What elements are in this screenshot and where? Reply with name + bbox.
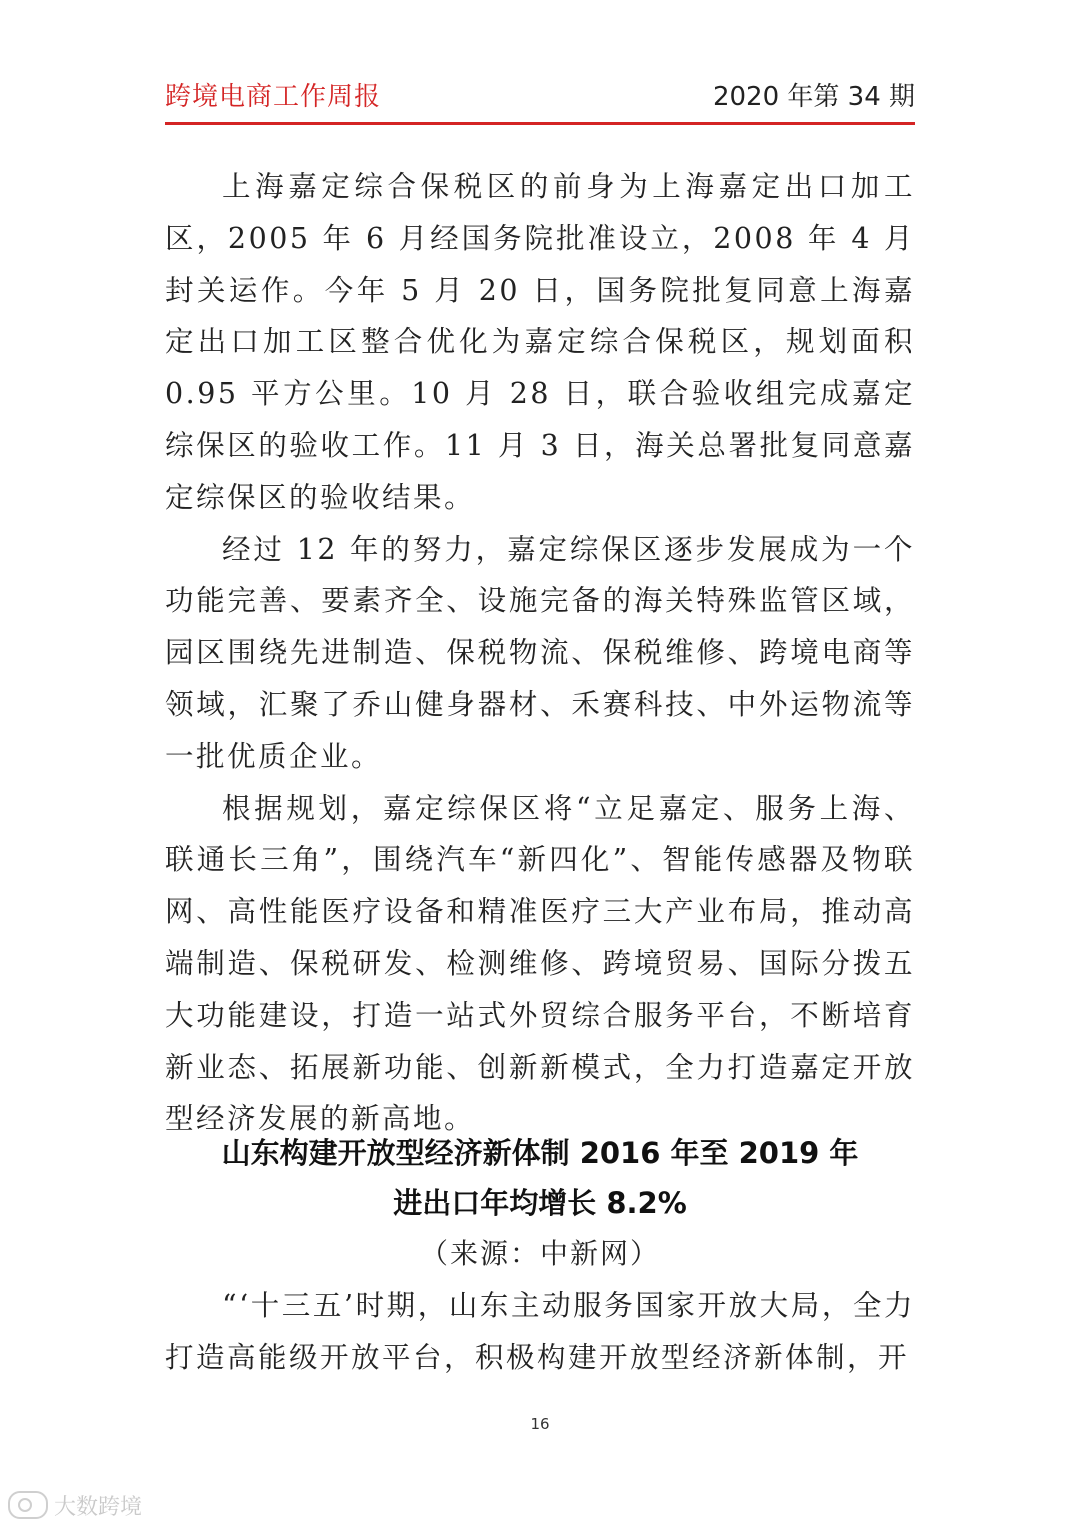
paragraph: 经过 12 年的努力，嘉定综保区逐步发展成为一个功能完善、要素齐全、设施完备的海关特殊监管区域，园区围绕先进制造、保税物流、保税维修、跨境电商等领域，汇聚了乔山健身器材、禾赛科技、中外运物流等一批优质企业。	[165, 532, 915, 773]
paragraph: 上海嘉定综合保税区的前身为上海嘉定出口加工区，2005 年 6 月经国务院批准设立，2008 年 4 月封关运作。今年 5 月 20 日，国务院批复同意上海嘉定出口加工区整合优化为嘉定综合保税区，规划面积 0.95 平方公里。10 月 28 日，联合验收组完成嘉定综保区的验收工作。11 月 3 日，海关总署批复同意嘉定综保区的验收结果。	[165, 170, 915, 514]
article-source: （来源：中新网）	[419, 1237, 660, 1270]
section-body	[165, 161, 915, 1145]
weibo-logo-icon	[8, 1491, 48, 1519]
article-body	[165, 1280, 915, 1384]
header-divider	[165, 122, 915, 125]
paragraph: 根据规划，嘉定综保区将“立足嘉定、服务上海、联通长三角”，围绕汽车“新四化”、智能传感器及物联网、高性能医疗设备和精准医疗三大产业布局，推动高端制造、保税研发、检测维修、跨境贸易、国际分拨五大功能建设，打造一站式外贸综合服务平台，不断培育新业态、拓展新功能、创新新模式，全力打造嘉定开放型经济发展的新高地。	[165, 791, 915, 1136]
article-title-line: 进出口年均增长 8.2%	[393, 1186, 687, 1220]
article-title-line: 山东构建开放型经济新体制 2016 年至 2019 年	[221, 1136, 859, 1170]
page-header	[165, 76, 915, 116]
issue-number: 2020 年第 34 期	[712, 82, 915, 112]
newsletter-title: 跨境电商工作周报	[165, 82, 382, 112]
watermark	[8, 1490, 142, 1520]
page-number: 16	[530, 1415, 550, 1433]
watermark-text: 大数跨境	[54, 1494, 143, 1520]
paragraph: “‘十三五’时期，山东主动服务国家开放大局，全力打造高能级开放平台，积极构建开放型经济新体制，开	[165, 1289, 915, 1374]
article-title	[165, 1128, 915, 1228]
